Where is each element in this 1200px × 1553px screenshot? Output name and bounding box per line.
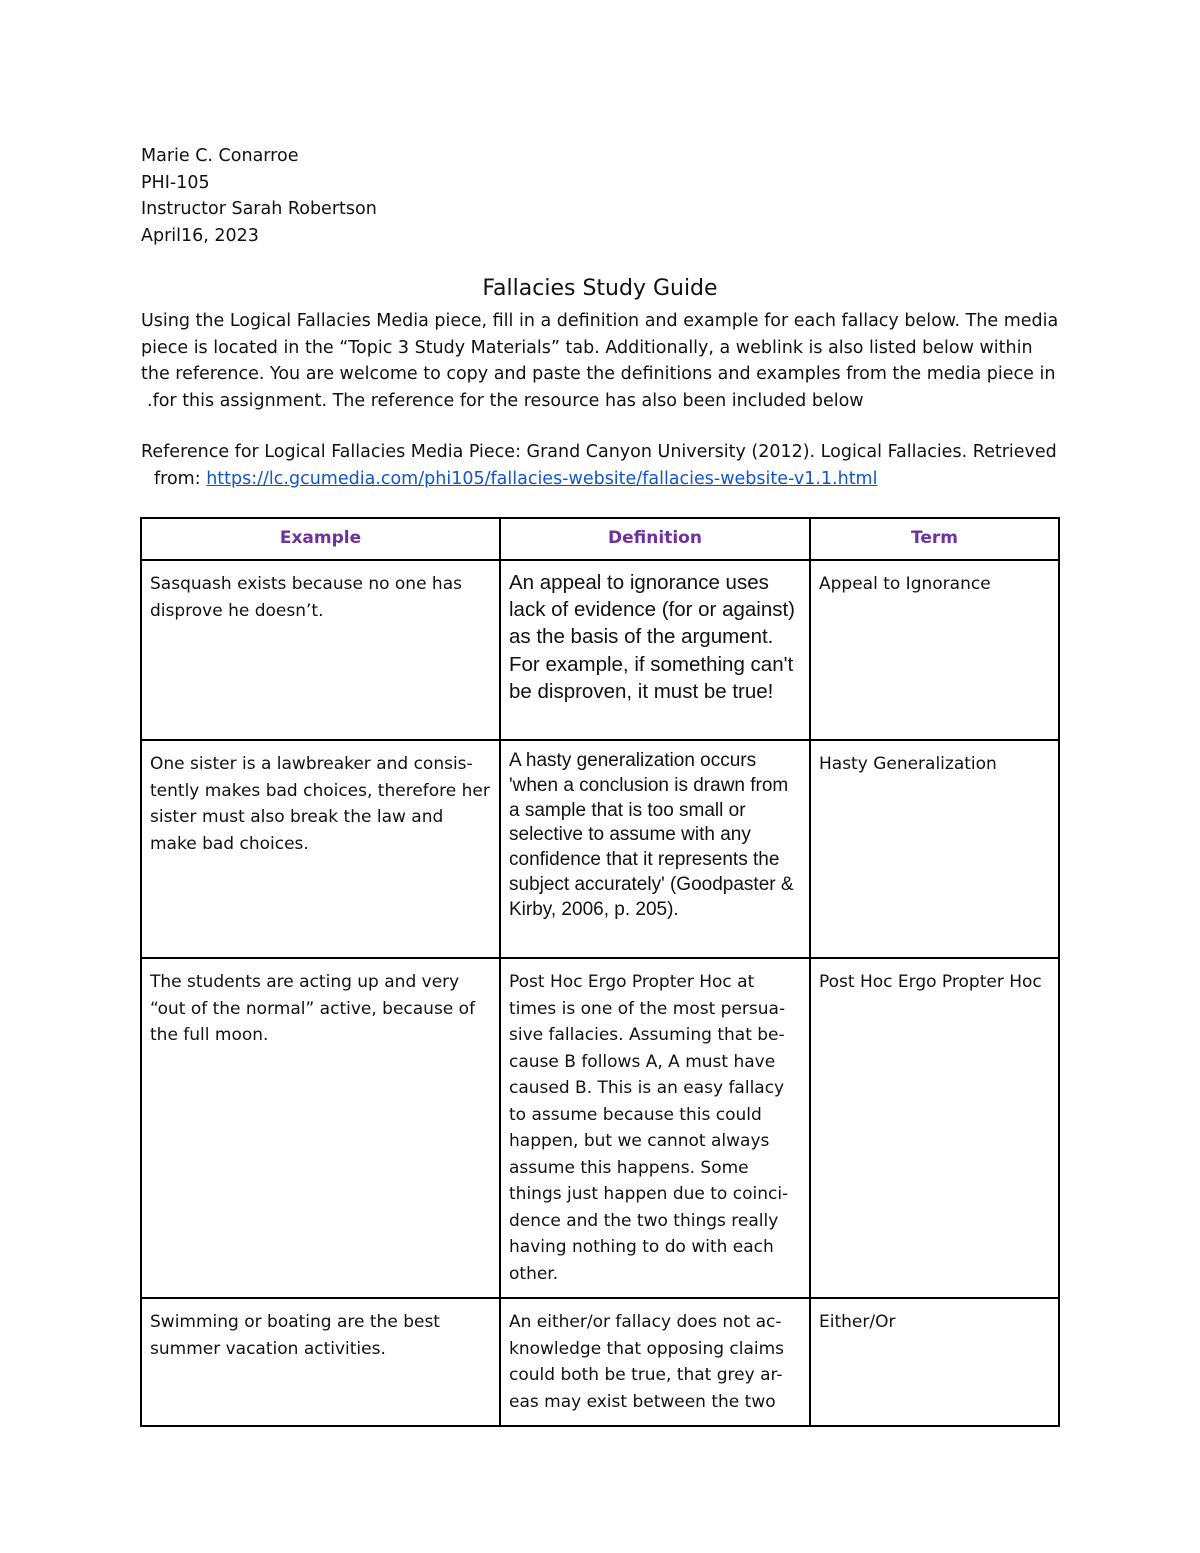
term-cell: Either/Or: [810, 1298, 1059, 1426]
student-name: Marie C. Conarroe: [141, 146, 299, 166]
table-row: [141, 1298, 1059, 1426]
term-cell: Hasty Generalization: [810, 740, 1059, 958]
submission-date: April16, 2023: [141, 225, 259, 246]
column-header-example: Example: [141, 518, 500, 560]
reference-line: Reference for Logical Fallacies Media Piece: Grand Canyon University (2012). Logical Fallacies. Retrieved: [141, 442, 1057, 462]
student-header: [141, 143, 377, 249]
table-header-row: [141, 518, 1059, 560]
column-header-term: Term: [810, 518, 1059, 560]
instructions-paragraph: [141, 308, 1061, 414]
term-cell: Appeal to Ignorance: [810, 560, 1059, 740]
fallacies-table: [140, 517, 1060, 1427]
course-code: PHI-105: [141, 172, 210, 193]
instructions-line: Using the Logical Fallacies Media piece, fill in a definition and example for each fallacy below. The media: [141, 311, 1059, 331]
document-title: Fallacies Study Guide: [482, 276, 718, 301]
reference-url-line: [141, 466, 1061, 493]
instructions-line: the reference. You are welcome to copy and paste the definitions and examples from the media piece in: [141, 364, 1056, 384]
example-cell: Swimming or boating are the best summer vacation activities.: [141, 1298, 500, 1426]
instructions-line: .for this assignment. The reference for the resource has also been included below: [147, 390, 864, 411]
table-row: [141, 740, 1059, 958]
reference-paragraph: [141, 439, 1061, 492]
term-cell: Post Hoc Ergo Propter Hoc: [810, 958, 1059, 1298]
column-header-definition: Definition: [500, 518, 810, 560]
table-row: [141, 958, 1059, 1298]
instructions-line: piece is located in the “Topic 3 Study Materials” tab. Additionally, a weblink is also listed below within: [141, 337, 1033, 358]
example-cell: Sasquash exists because no one has disprove he doesn’t.: [141, 560, 500, 740]
reference-link[interactable]: https://lc.gcumedia.com/phi105/fallacies-website/fallacies-website-v1.1.html: [206, 468, 878, 489]
table-row: [141, 560, 1059, 740]
reference-from-label: from:: [154, 468, 207, 489]
definition-cell: An appeal to ignorance uses lack of evidence (for or against) as the basis of the argument. For example, if something can't be disproven, it must be true!: [500, 560, 810, 740]
definition-cell: An either/or fallacy does not ac-knowledge that opposing claims could both be true, that grey ar-eas may exist between the two: [500, 1298, 810, 1426]
example-cell: The students are acting up and very “out of the normal” active, because of the full moon.: [141, 958, 500, 1298]
definition-cell: Post Hoc Ergo Propter Hoc at times is one of the most persua-sive fallacies. Assuming that be-cause B follows A, A must have caused B. This is an easy fallacy to assume because this could happen, but we cannot always assume this happens. Some things just happen due to coinci-dence and the two things really having nothing to do with each other.: [500, 958, 810, 1298]
instructor-name: Instructor Sarah Robertson: [141, 199, 377, 219]
definition-cell: A hasty generalization occurs 'when a conclusion is drawn from a sample that is too small or selective to assume with any confidence that it represents the subject accurately' (Goodpaster & Kirby, 2006, p. 205).: [500, 740, 810, 958]
example-cell: One sister is a lawbreaker and consis-tently makes bad choices, therefore her sister must also break the law and make bad choices.: [141, 740, 500, 958]
